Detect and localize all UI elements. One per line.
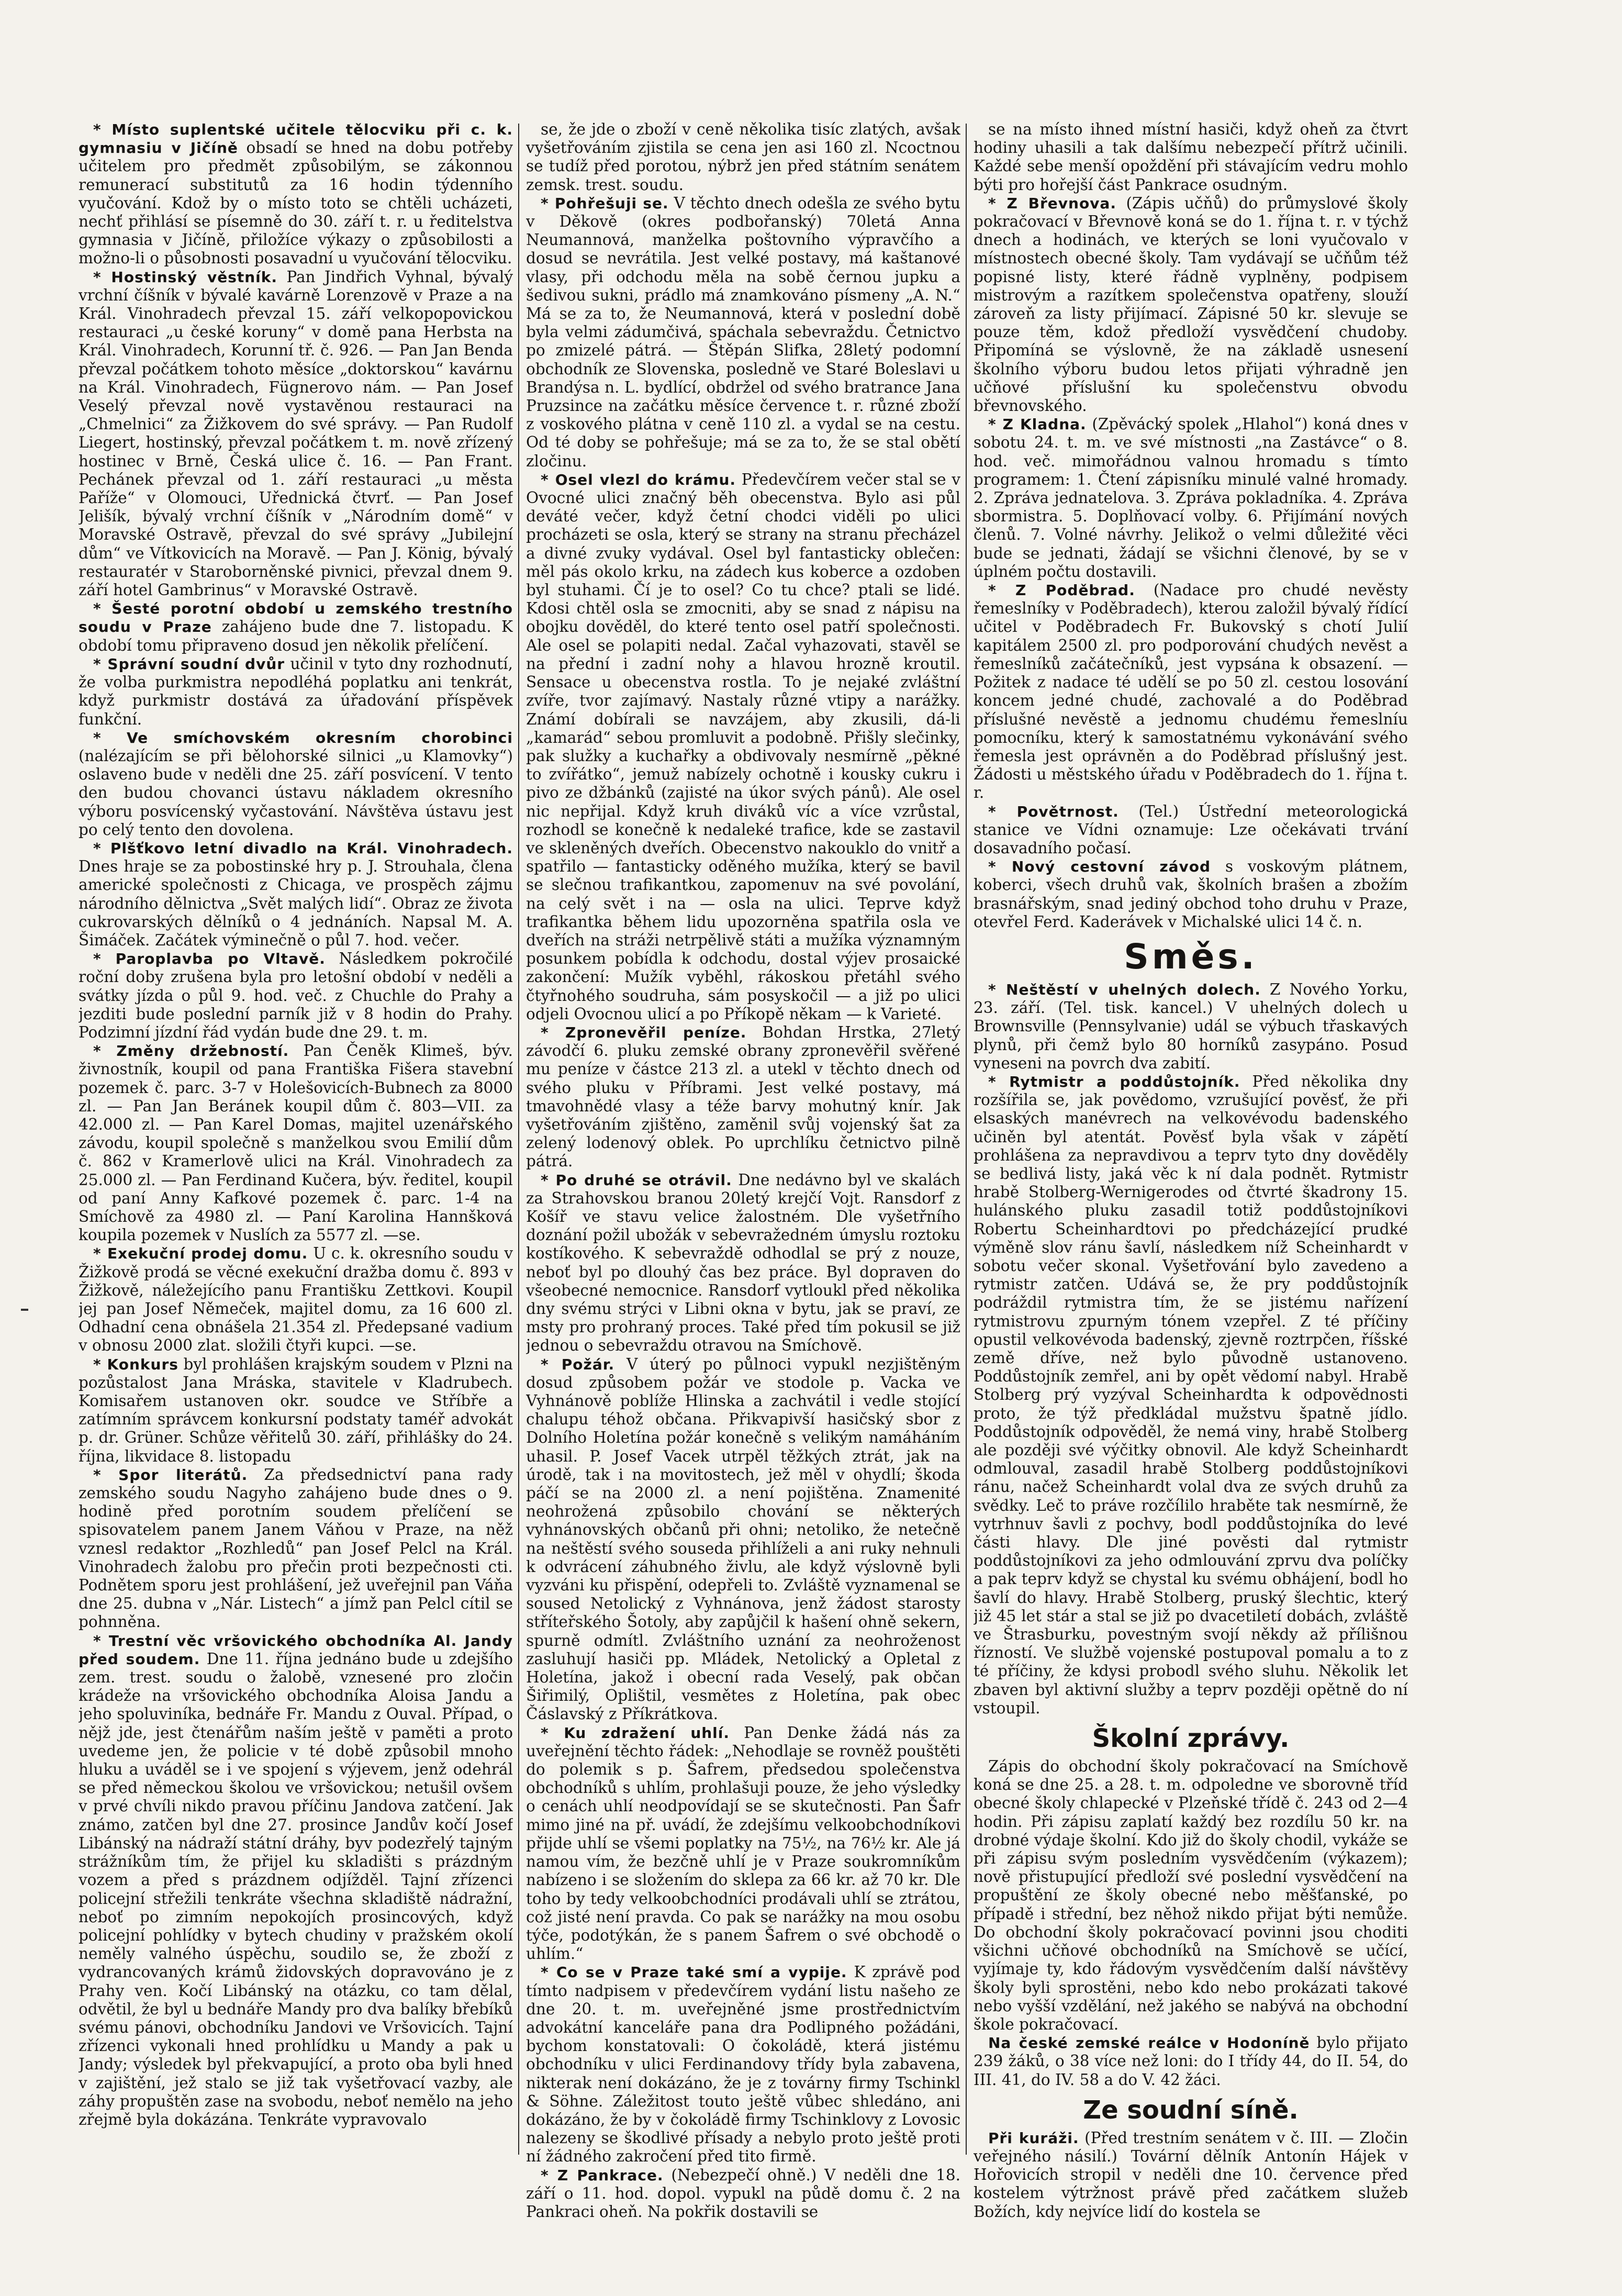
news-text: (Tel.) Ústřední meteorologická stanice ve Vídni oznamuje: Lze očekávati trvání dosavadního počasí. xyxy=(974,802,1408,857)
news-item xyxy=(974,1757,1408,2034)
news-text: Následkem pokročilé roční doby zrušena byla pro letošní období v neděli a svátky jízda o půl 9. hod. več. z Chuchle do Prahy a jezditi bude poslední parník již v 8 hodin do Prahy. Podzimní jízdní řád vydán bude dne 29. t. m. xyxy=(79,950,513,1041)
news-headline: * Šesté porotní období u zemského trestního soudu v Praze xyxy=(79,600,513,636)
news-item xyxy=(526,1023,960,1171)
column-3 xyxy=(974,120,1408,2256)
news-headline: Při kuráži. xyxy=(988,2129,1079,2147)
news-headline: * Neštěstí v uhelných dolech. xyxy=(988,980,1261,998)
news-headline: * Plšťkovo letní divadlo na Král. Vinohradech. xyxy=(93,839,513,857)
news-text: bylo přijato 239 žáků, o 38 více než loni: do I třídy 44, do II. 54, do III. 41, do IV. 58 a do V. 42 žáci. xyxy=(974,2034,1408,2089)
news-headline: * Povětrnost. xyxy=(988,803,1119,820)
news-headline: * Z Poděbrad. xyxy=(988,582,1135,599)
news-item xyxy=(79,950,513,1042)
news-item xyxy=(974,803,1408,858)
news-text: U c. k. okresního soudu v Žižkově prodá se věcné exekuční dražba domu č. 893 v Žižkově, náležejícího panu Františku Zettkovi. Koupil jej pan Josef Němeček, majitel domu, za 16 600 zl. Odhadní cena obnášela 21.354 zl. Předepsané vadium v obnosu 2000 zlat. složili čtyři kupci. —se. xyxy=(79,1244,513,1355)
news-text: Dnes hraje se za pobostinské hry p. J. Strouhala, člena americké společnosti z Chicaga, ve prospěch zájmu národního dělnictva „Svět malých lidí“. Obraz ze života cukrovarských dělníků o 4 jednáních. Napsal M. A. Šimáček. Začátek výminečně o půl 7. hod. večer. xyxy=(79,857,513,949)
news-item xyxy=(526,1171,960,1355)
news-text: byl prohlášen krajským soudem v Plzni na pozůstalost Jana Mráska, stavitele v Kladrubech. Komisařem ustanoven okr. soudce ve Stříbře a zatímním správcem konkursní podstaty taméř advokát p. dr. Grüner. Schůze věřitelů 30. září, přihlášky do 24. října, likvidace 8. listopadu xyxy=(79,1355,513,1465)
news-text: (Nadace pro chudé nevěsty řemeslníky v Poděbradech), kterou založil bývalý řídící učitel v Poděbradech Fr. Bukovský s chotí Julií kapitálem 2500 zl. pro podporování chudých nevěst a řemeslníků začátečníků, jest vypsána k obsazení. — Požitek z nadace té udělí se po 50 zl. cestou losování koncem jedné chudé, zachovalé a do Poděbrad příslušné nevěstě a jednomu chudému řemeslníu pomocníku, který k samostatnému vykonávání svého řemesla jest oprávněn a do Poděbrad příslušný jest. Žádosti u městského úřadu v Poděbradech do 1. října t. r. xyxy=(974,581,1408,802)
news-headline: * Paroplavba po Vltavě. xyxy=(93,950,326,968)
news-item xyxy=(974,857,1408,931)
news-item xyxy=(79,729,513,839)
news-text: s voskovým plátnem, koberci, všech druhů vak, školních brašen a zbožím brasnářským, snad jediný obchod toho druhu v Praze, otevřel Ferd. Kaderávek v Michalské ulici 14 č. n. xyxy=(974,857,1408,931)
news-item xyxy=(79,1042,513,1244)
news-headline: * Po druhé se otrávil. xyxy=(541,1171,732,1189)
news-headline: * Místo suplentské učitele tělocviku při c. k. gymnasiu v Jičíně xyxy=(79,121,513,157)
column-rule-1 xyxy=(518,124,519,2155)
news-headline: * Trestní věc vršovického obchodníka Al. Jandy před soudem. xyxy=(79,1632,513,1668)
news-item xyxy=(526,1963,960,2166)
news-item xyxy=(79,1466,513,1632)
news-text: (Zpěvácký spolek „Hlahol“) koná dnes v sobotu 24. t. m. ve své místnosti „na Zastávce“ o 8. hod. več. mimořádnou valnou hromadu s tímto programem: 1. Čtení zápisníku minulé valné hromady. 2. Zpráva jednatelova. 3. Zpráva pokladníka. 4. Zpráva sbormistra. 5. Doplňovací volby. 6. Přijímání nových členů. 7. Volné návrhy. Jelikož o velmi důležité věci bude se jednati, žádají se všichni členové, by se v úplném počtu dostavili. xyxy=(974,415,1408,581)
news-headline: * Exekuční prodej domu. xyxy=(93,1245,308,1263)
news-headline: * Změny držebností. xyxy=(93,1042,289,1060)
scan-edge-mark xyxy=(21,1309,28,1311)
news-item xyxy=(79,1244,513,1355)
news-item xyxy=(526,1724,960,1964)
news-item xyxy=(79,268,513,600)
news-text: Zápis do obchodní školy pokračovací na Smíchově koná se dne 25. a 28. t. m. odpoledne ve sborovně tříd obecné školy chlapecké v Plzeňské třídě č. 243 od 2—4 hodin. Při zápisu zaplatí každý bez rozdílu 50 kr. na drobné výdaje školní. Kdo již do školy chodil, vykáže se při zápisu svým posledním vysvědčením (výkazem); nově přistupující předloží své poslední vysvědčení na propuštění ze školy obecné nebo měšťanské, po případě i střední, bez něhož nikdo přijat býti nemůže. Do obchodní školy pokračovací povinni jsou choditi všichni učňové obchodníků na Smíchově se učící, vyjímaje ty, kdo řádovým vysvědčením další návštěvy školy byli sprostěni, nebo kdo nebo prokázati takové nebo vyšší vzdělání, než jakého se nabývá na obchodní škole pokračovací. xyxy=(974,1757,1408,2033)
news-text: V úterý po půlnoci vypukl nezjištěným dosud způsobem požár ve stodole p. Vacka ve Vyhnánově poblíže Hlinska a zachvátil i vedle stojící chalupu téhož občana. Přikvapivší hasičský sbor z Dolního Holetína požár konečně s velikým namáháním uhasil. P. Josef Vacek utrpěl těžkých ztrát, jak na úrodě, tak i na movitostech, jež měl v ohydlí; škoda páčí se na 2000 zl. a není pojištěna. Znamenité neohrožená způsobilo chování se některých vyhnánovských občanů při ohni; netoliko, že netečně na neštěstí svého souseda přihlíželi a ani ruky nehnuli k odvrácení záhubného živlu, ale když výslovně byli vyzváni ku přispění, odepřeli to. Zvláště vyznamenal se soused Netolický z Vyhnánova, jenž žádost starosty stříteřského Šotoly, aby zapůjčil k hašení ohně sekern, spurně odmítl. Zvláštního uznání za neohroženost zasluhují hasiči pp. Mládek, Netolický a Opletal z Holetína, jakož i obecní rada Veselý, pak občan Šiřimilý, Oplištil, vesmětes z Holetína, pak obec Čáslavský z Příkrátkova. xyxy=(526,1355,960,1723)
news-headline: * Pohřešuji se. xyxy=(541,194,669,212)
news-text: Bohdan Hrstka, 27letý závodčí 6. pluku zemské obrany zpronevěřil svěřené mu peníze v částce 213 zl. a utekl v těchto dnech od svého pluku v Příbrami. Jest velké postavy, má tmavohnědé vlasy a téže barvy mohutný knír. Jak vyšetřováním zjištěno, zaměnil svůj vojenský šat za zelený lodenový oblek. Po uprchlíku četnictvo pilně pátrá. xyxy=(526,1023,960,1171)
news-text: Pan Denke žádá nás za uveřejnění těchto řádek: „Nehodlaje se rovněž pouštěti do polemik s p. Šafrem, předsedou společenstva obchodníků s uhlím, prohlašuji pouze, že jeho výsledky o cenách uhlí neodpovídají se se skutečnosti. Pan Šafr mimo jiné na př. uvádí, že zdejšímu velkoobchodníkovi přijde uhlí se všemi poplatky na 75½, na 76½ kr. Ale já namou vím, že bezčně uhlí je v Praze soukromníkům nabízeno i se složením do sklepa za 66 kr. až 70 kr. Dle toho by tedy velkoobchodníci prodávali uhlí se ztrátou, což jisté není pravda. Co pak se narážky na mou osobu týče, podotýkán, že s panem Šafrem o své obchodě o uhlím.“ xyxy=(526,1723,960,1963)
news-item xyxy=(974,120,1408,194)
news-text: obsadí se hned na dobu potřeby učitelem pro předmět způsobilým, se zákonnou remunerací substitutů za 16 hodin týdenního vyučování. Kdož by o místo toto se chtěli ucházeti, nechť přihlásí se písemně do 30. září t. r. u ředitelstva gymnasia v Jičíně, přiložíce výkazy o způsobilosti a možno-li o působnosti posavadní u vyučování tělocviku. xyxy=(79,139,513,268)
news-text: (Zápis učňů) do průmyslové školy pokračovací v Břevnově koná se do 1. října t. r. v týchž dnech a hodinách, ve kterých se loni vyučovalo v místnostech obecné školy. Tam vydávají se učňům též popisné listy, které řádně vyplněny, podpisem mistrovým a razítkem společenstva opatřeny, slouží zároveň za listy přijímací. Zápisné 50 kr. slevuje se pouze těm, kdož předloží vysvědčení chudoby. Připomíná se výslovně, že na základě usnesení školního výboru budou letos přijati výhradně jen učňové příslušní ku společenstvu obvodu břevnovského. xyxy=(974,194,1408,415)
news-item xyxy=(79,1355,513,1466)
news-item xyxy=(974,2129,1408,2221)
news-headline: * Ve smíchovském okresním chorobinci xyxy=(93,729,513,746)
news-text: (Před trestním senátem v č. III. — Zločin veřejného násilí.) Tovární dělník Antonín Hájek v Hořovicích stropil v neděli dne 10. července před kostelem výtržnost právě před začátkem služeb Božích, kdy nejvíce lidí do kostela se xyxy=(974,2128,1408,2221)
news-item xyxy=(526,194,960,471)
news-text: Předevčírem večer stal se v Ovocné ulici značný běh obecenstva. Bylo asi půl deváté večer, když četní chodci viděli po ulici procházeti se osla, který se strany na stranu přecházel a divné zvuky vydával. Osel byl fantasticky oblečen: měl pás okolo krku, na zádech kus koberce a ozdoben byl stuhami. Čí je to osel? Co tu chce? ptali se lidé. Kdosi chtěl osla se zmocniti, aby se snad z nápisu na obojku dověděl, do které tento osel patří společnosti. Ale osel se polapiti nedal. Začal vyhazovati, stavěl se na přední i zadní nohy a hlavou hrozně kroutil. Sensace u obecenstva rostla. To je nejaké zvláštní zvíře, tvor zajímavý. Nastaly různé vtipy a narážky. Známí dobírali se navzájem, aby zkusili, dá-li „kamarád“ sebou promluvit a podobně. Přišly slečinky, pak služky a kuchařky a obdivovaly nesmírně „pěkné to zvířátko“, jemuž nabízely ochotně i kousky cukru i pivo ze džbánků (zajisté na úkor svých pánů). Ale osel nic nepřijal. Když kruh diváků víc a více vzrůstal, rozhodl se konečně k nedaleké trafice, kde se zastavil ve skleněných dveřích. Obecenstvo nakouklo do vnitř a spatřilo — fantasticky oděného mužíka, který se bavil se slečnou trafikantkou, zapomenuv na své povolání, na celý svět i na — osla na ulici. Teprve když trafikantka během lidu upozorněna spatřila osla ve dveřích na stráži netrpělivě státi a mužíka významným posunkem pobídla k odchodu, dostal výjev prosaické zakončení: Mužík vyběhl, rákoskou přetáhl svého čtyřnohého soudruha, sám posyskočil — a již po ulici odjeli Ovocnou ulicí a po Příkopě někam — k Varieté. xyxy=(526,470,960,1023)
news-headline: * Správní soudní dvůr xyxy=(93,655,285,673)
news-item xyxy=(79,839,513,950)
news-headline: Na české zemské reálce v Hodoníně xyxy=(988,2034,1310,2052)
news-headline: * Rytmistr a poddůstojník. xyxy=(988,1073,1240,1090)
news-item xyxy=(974,2034,1408,2089)
news-headline: * Z Pankrace. xyxy=(541,2166,664,2184)
news-item xyxy=(974,1073,1408,1718)
news-text: Pan Čeněk Klimeš, býv. živnostník, koupil od pana Františka Fišera stavební pozemek č. parc. 3-7 v Holešovicích-Bubnech za 8000 zl. — Pan Jan Beránek koupil dům č. 803—VII. za 42.000 zl. — Pan Karel Domas, majitel uzenářského závodu, koupil společně s manželkou svou Emilií dům č. 862 v Kramerlově ulici na Král. Vinohradech za 25.000 zl. — Pan Ferdinand Kučera, býv. ředitel, koupil od paní Anny Kafkové pozemek č. parc. 1-4 na Smíchově za 4980 zl. — Paní Karolina Hannšková koupila pozemek v Nuslích za 5577 zl. —se. xyxy=(79,1042,513,1244)
news-item xyxy=(526,2166,960,2222)
news-item xyxy=(974,581,1408,802)
news-item xyxy=(974,194,1408,415)
column-2 xyxy=(526,120,960,2256)
news-text: Před několika dny rozšířila se, jak povědomo, vzrušující pověsť, že při elsaských manévrech na velkovévodu badenského učiněn byl atentát. Pověsť byla však v zápětí prohlášena za nepravdivou a teprv tyto dny dověděly se bedlivá listy, jaká věc k ní dala podnět. Rytmistr hrabě Stolberg-Wernigerodes od čtvrté škadrony 15. hulánského pluku zasadil totiž poddůstojníkovi Robertu Scheinhardtovi po předcházející prudké výměně slov ránu šavlí, následkem níž Scheinhardt v sobotu večer skonal. Vyšetřování bylo zavedeno a rytmistr zatčen. Udává se, že pry poddůstojník podráždil rytmistra tím, že se jistému nařízení rytmistrovu zpurným tónem vzepřel. Z té příčiny opustil velkovévoda badenský, zjevně roztrpčen, říšské země dříve, než bylo původně ustanoveno. Poddůstojník zemřel, ani by opět vědomí nabyl. Hrabě Stolberg prý vyzýval Scheinhardta k odpovědnosti proto, že týž předkládal mužstvu špatně jídlo. Poddůstojník odpověděl, že nemá viny, hrabě Stolberg ale později své výčitky obnovil. Ale když Scheinhardt odmlouval, zasadil hrabě Stolberg poddůstojníkovi ránu, načež Scheinhardt volal dva ze svých druhů za svědky. Leč to práve rozčílilo hraběte tak nesmírně, že vytrhnuv šavli z pochvy, bodl poddůstojníka do levé části hlavy. Dle jiné pověsti dal rytmistr poddůstojníkovi za jeho odmlouvání zprvu dva políčky a pak teprv když se chystal ku svému obhájení, bodl ho šavlí do hlavy. Hrabě Stolberg, pruský šlechtic, který již 45 let stár a stal se již po dvacetiletí dobách, zvláště ve Štrasburku, povestným svojí někdy až přílišnou řízností. Ve službě vojenské postupoval pomalu a to z té příčiny, že kdysi probodl svého sluhu. Několik let zbaven byl aktivní služby a teprv později opětně do ní vstoupil. xyxy=(974,1072,1408,1717)
news-text: Dne nedávno byl ve skalách za Strahovskou branou 20letý krejčí Vojt. Ransdorf z Košíř ve stavu velice žalostném. Dle vyšetřního doznání požil ubožák v sebevražedném úmyslu roztoku kostíkového. K sebevraždě odhodlal se prý z nouze, neboť byl po dlouhý čas bez práce. Byl dopraven do všeobecné nemocnice. Ransdorf vytloukl před několika dny svému strýci v Libni okna v bytu, jak se praví, ze msty pro prohraný proces. Také před tím pokusil se již jednou o sebevraždu otravou na Smíchově. xyxy=(526,1171,960,1355)
news-item xyxy=(974,415,1408,581)
news-headline: * Co se v Praze také smí a vypije. xyxy=(541,1964,847,1981)
news-text: Z Nového Yorku, 23. září. (Tel. tisk. kancel.) V uhelných dolech u Brownsville (Pennsylvanie) udál se výbuch třaskavých plynů, při čemž bylo 80 horníků zasypáno. Posud vyneseni na povrch dva zabití. xyxy=(974,980,1408,1072)
news-text: Za předsednictví pana rady zemského soudu Nagyho zahájeno bude dnes o 9. hodině před porotním soudem přelíčení se spisovatelem panem Janem Váňou v Praze, na něž vznesl redaktor „Rozhledů“ pan Josef Pelcl na Král. Vinohradech žalobu pro přečin proti bezpečnosti cti. Podnětem sporu jest prohlášení, jež uveřejnil pan Váňa dne 25. dubna v „Nár. Listech“ a jímž pan Pelcl cítil se pohnněna. xyxy=(79,1465,513,1631)
news-item xyxy=(526,471,960,1023)
news-item xyxy=(526,120,960,194)
news-item xyxy=(526,1355,960,1724)
news-headline: * Osel vlezl do krámu. xyxy=(541,471,736,488)
column-1 xyxy=(79,120,513,2256)
section-heading: Školní zprávy. xyxy=(1092,1724,1290,1754)
news-text: se na místo ihned místní hasiči, když oheň za čtvrt hodiny uhasili a tak dalšímu nebezpečí přítrž učinili. Každé sebe menší opoždění při stávajícím vedru mohlo býti pro hořejší část Pankrace osudným. xyxy=(974,120,1408,194)
news-headline: * Konkurs xyxy=(93,1355,178,1373)
news-text: se, že jde o zboží v ceně několika tisíc zlatých, avšak vyšetřováním zjistila se cena jen asi 160 zl. Ncoctnou se tudíž před porotou, nýbrž jen před státním senátem zemsk. trest. soudu. xyxy=(526,120,960,194)
news-headline: * Ku zdražení uhlí. xyxy=(541,1724,730,1742)
news-item xyxy=(79,120,513,268)
news-text: učinil v tyto dny rozhodnutí, že volba purkmistra nepodléhá poplatku ani tenkrát, když purkmistr dostává za úřadování příspěvek funkční. xyxy=(79,654,513,728)
news-headline: * Nový cestovní závod xyxy=(988,858,1211,876)
news-item xyxy=(79,1632,513,2129)
news-item xyxy=(79,655,513,729)
news-text: zahájeno bude dne 7. listopadu. K období tomu připraveno dosud jen několik přelíčení. xyxy=(79,618,513,654)
news-item xyxy=(974,980,1408,1073)
news-headline: * Zpronevěřil peníze. xyxy=(541,1023,747,1041)
section-heading: Směs. xyxy=(1124,936,1258,977)
news-headline: * Z Kladna. xyxy=(988,416,1087,433)
news-text: V těchto dnech odešla ze svého bytu v Děkově (okres podbořanský) 70letá Anna Neumannová, manželka poštovního výpravčího a dosud se nevrátila. Jest velké postavy, má kaštanové vlasy, při odchodu měla na sobě černou jupku a šedivou sukni, prádlo má znamkováno písmeny „A. N.“ Má se za to, že Neumannová, která v poslední době byla velmi zádumčivá, spáchala sebevraždu. Četnictvo po zmizelé pátrá. — Štěpán Slifka, 28letý podomní obchodník ze Slovenska, posledně ve Staré Boleslavi u Brandýsa n. L. bydlící, obdržel od svého bratrance Jana Pruzsince na začátku měsíce července t. r. různé zboží z voskového plátna v ceně 110 zl. a vydal se na cestu. Od té doby se pohřešuje; má se za to, že se stal obětí zločinu. xyxy=(526,194,960,470)
news-text: Dne 11. října jednáno bude u zdejšího zem. trest. soudu o žalobě, vznesené pro zločin krádeže na vršovického obchodníka Aloisa Jandu a jeho spoluviníka, bednáře Fr. Mandu z Ouval. Případ, o nějž jde, jest čtenářům naším ještě v paměti a proto uvedeme jen, že policie v té době způsobil mnoho hluku a uváděl se i ve spojení s výjevem, jenž odehrál se před německou školou ve vršovickou; netušil ovšem v prvé chvíli nikdo pravou příčinu Jandova zatčení. Jak známo, zatčen byl dne 27. prosince Jandův kočí Josef Libánský na nádraží státní dráhy, byv podezřelý tajným strážníkům tím, že přijel ku skladišti s prázdným vozem a před s prázdnem odjížděl. Tajní zřízenci policejní střežili tenkráte všechna skladiště nádražní, neboť po zimním nepokojích prosincových, když policejní pohlídky v bytech chudiny v pražském okolí neměly valného úspěchu, soudilo se, že zboží z vydrancovaných krámů židovských dopravováno je z Prahy ven. Kočí Libánský na otázku, co tam dělal, odvětil, že byl u bednáře Mandy pro dva balíky břebíků svému pánovi, obchodníku Jandovi ve Vršovicích. Tajní zřízenci vykonali hned prohlídku u Mandy a pak u Jandy; výsledek byl překvapující, a proto oba byli hned v zajištění, jež stalo se již tak vyšetřovací vazby, ale záhy propuštěn zase na svobodu, neboť nemělo na jeho zřejmě byla dokázána. Tenkráte vypravovalo xyxy=(79,1649,513,2128)
news-text: (nalézajícím se při bělohorské silnici „u Klamovky“) oslaveno bude v neděli dne 25. září posvícení. V tento den budou chovanci ústavu nákladem okresního výboru posvícenský vyčastování. Návštěva ústavu jest po celý tento den dovolena. xyxy=(79,746,513,839)
news-headline: * Požár. xyxy=(541,1355,615,1373)
news-text: Pan Jindřich Vyhnal, bývalý vrchní číšník v bývalé kavárně Lorenzově v Praze a na Král. Vinohradech převzal 15. září velkopopovickou restauraci „u české koruny“ v domě pana Herbsta na Král. Vinohradech, Korunní tř. č. 926. — Pan Jan Benda převzal počátkem tohoto měsíce „doktorskou“ kavárnu na Král. Vinohradech, Fügnerovo nám. — Pan Josef Veselý převzal nově vystavěnou restauraci na „Chmelnici“ za Žižkovem do své správy. — Pan Rudolf Liegert, hostinský, převzal počátkem t. m. nově zřízený hostinec v Brně, Česká ulice č. 16. — Pan Frant. Pechánek převzal od 1. září restauraci „u města Paříže“ v Olomouci, Uřednická čtvrť. — Pan Josef Jelišík, bývalý vrchní číšník v „Národním domě“ v Moravské Ostravě, převzal do své správy „Jubilejní dům“ ve Vítkovicích na Moravě. — Pan J. König, bývalý restauratér v Staroborněnské pivnici, převzal dnem 9. září hotel Gambrinus“ v Moravské Ostravě. xyxy=(79,268,513,599)
news-text: K zprávě pod tímto nadpisem v předevčírem vydání listu našeho ze dne 20. t. m. uveřejněné jsme prostřednictvím advokátní kanceláře pana dra Podlipného požádáni, bychom konstatovali: O čokoládě, která jistému obchodníku v ulici Ferdinandovy třídy byla zabavena, nikterak není dokázáno, že je z továrny firmy Tschinkl & Söhne. Záležitost touto ještě vůbec shledáno, ani dokázáno, že by v čokoládě firmy Tschinklovy z Lovosic nalezeny se škodlivé přísady a nebylo proto ještě proti ní žádného zakročení před tito firmě. xyxy=(526,1963,960,2166)
news-text: (Nebezpečí ohně.) V neděli dne 18. září o 11. hod. dopol. vypukl na půdě domu č. 2 na Pankraci oheň. Na pokřik dostavili se xyxy=(526,2166,960,2221)
news-item xyxy=(79,599,513,655)
column-rule-2 xyxy=(966,124,967,2155)
news-headline: * Spor literátů. xyxy=(93,1466,248,1484)
news-headline: * Hostinský věstník. xyxy=(93,268,278,286)
section-heading: Ze soudní síně. xyxy=(1083,2095,1299,2125)
news-headline: * Z Břevnova. xyxy=(988,194,1116,212)
